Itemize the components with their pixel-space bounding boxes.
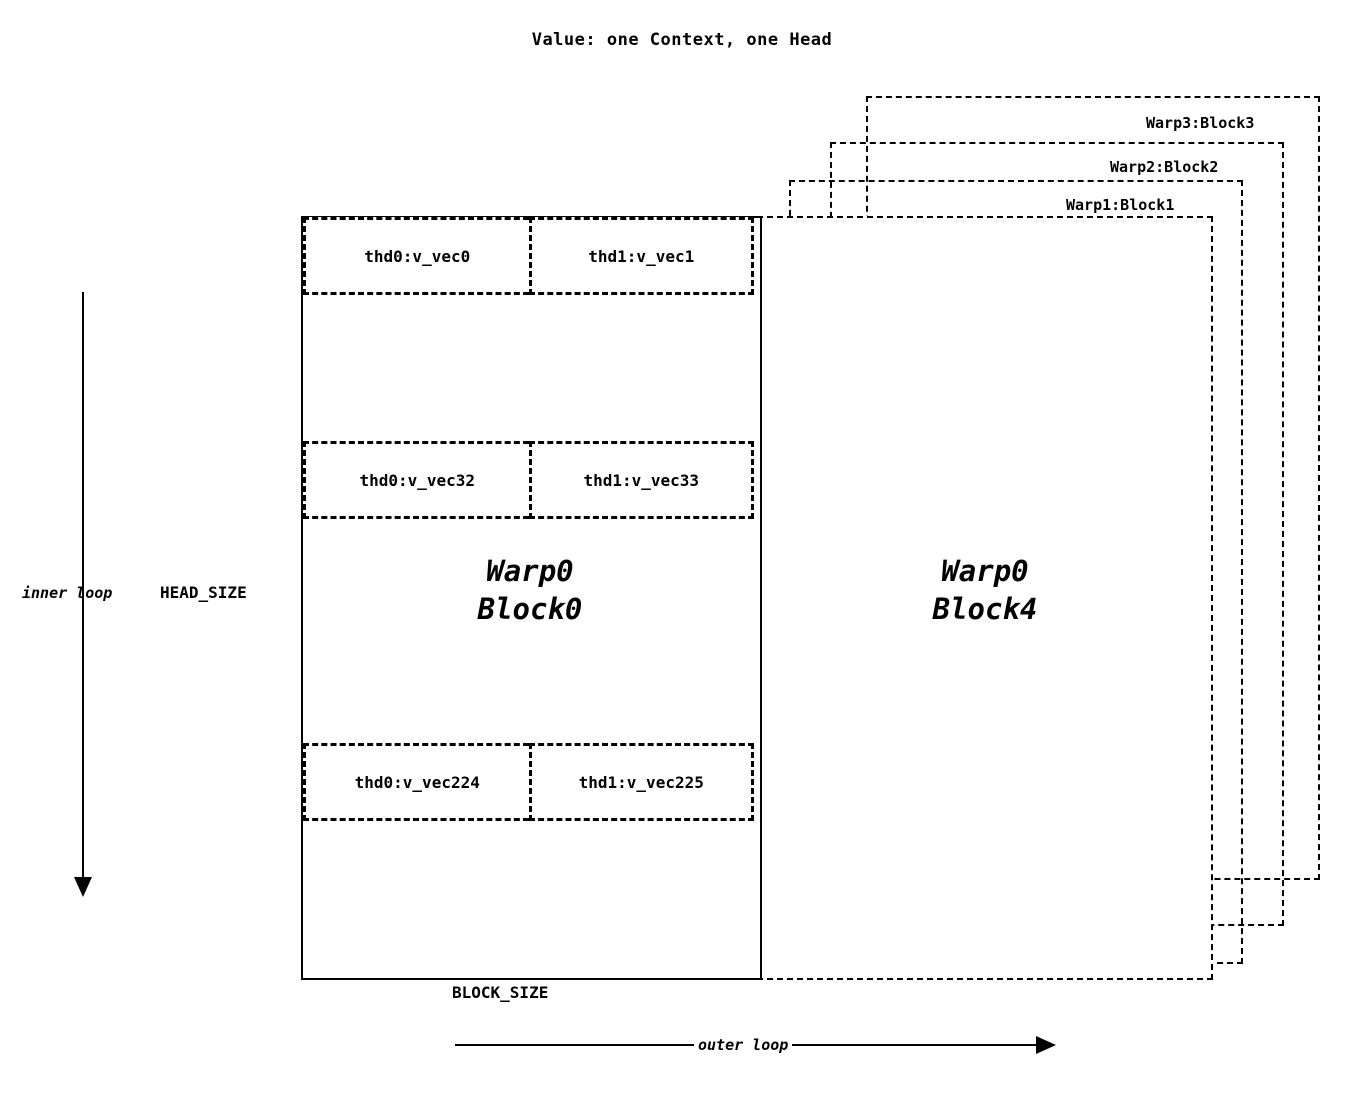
block-4-block: Block4 <box>932 592 1038 627</box>
ghost-block-1-label: Warp1:Block1 <box>1066 196 1175 214</box>
outer-loop-arrow-head <box>1036 1036 1056 1054</box>
thread-cell: thd0:v_vec0 <box>303 217 529 295</box>
inner-loop-arrow-head <box>74 877 92 897</box>
block-0-warp-label <box>375 552 685 629</box>
block-0-block: Block0 <box>477 592 583 627</box>
inner-loop-label: inner loop <box>22 584 113 602</box>
head-size-label: HEAD_SIZE <box>160 583 247 602</box>
ghost-block-3-label: Warp3:Block3 <box>1146 114 1255 132</box>
thread-cell: thd1:v_vec225 <box>529 743 755 821</box>
thread-row-0 <box>303 217 754 295</box>
thread-cell: thd0:v_vec32 <box>303 441 529 519</box>
block-size-label: BLOCK_SIZE <box>452 983 549 1002</box>
outer-loop-label: outer loop <box>694 1036 792 1054</box>
thread-cell: thd0:v_vec224 <box>303 743 529 821</box>
ghost-block-2-label: Warp2:Block2 <box>1110 158 1219 176</box>
diagram-title: Value: one Context, one Head <box>531 30 833 50</box>
thread-cell: thd1:v_vec33 <box>529 441 755 519</box>
block-0-warp: Warp0 <box>486 554 574 588</box>
thread-cell: thd1:v_vec1 <box>529 217 755 295</box>
block-4-warp-label <box>830 552 1140 629</box>
block-4-warp: Warp0 <box>941 554 1029 588</box>
thread-row-1 <box>303 441 754 519</box>
thread-row-2 <box>303 743 754 821</box>
